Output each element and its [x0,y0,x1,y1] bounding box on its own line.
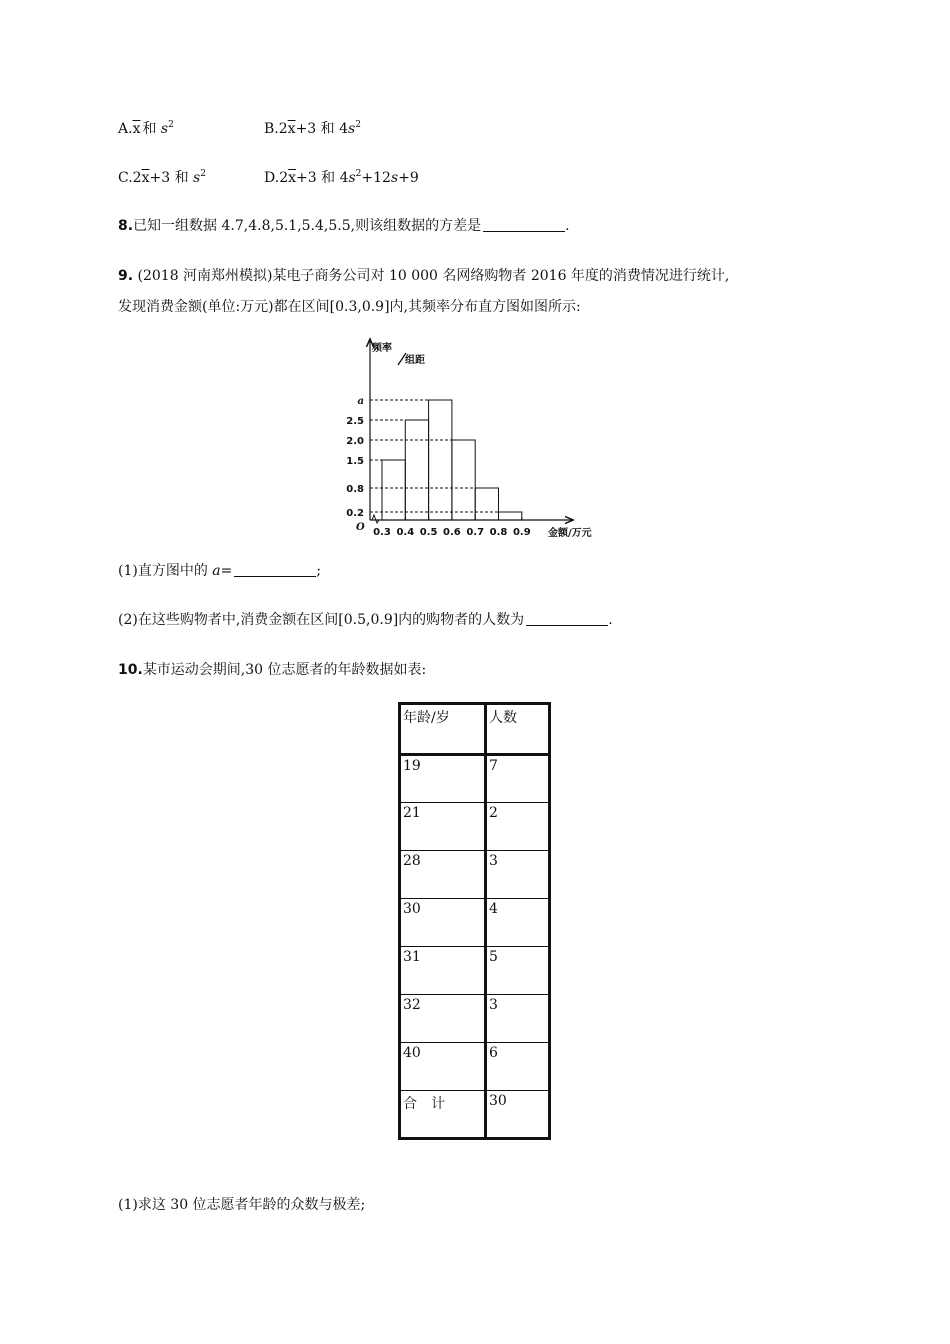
histogram-bar [382,460,405,520]
frequency-histogram [330,332,620,550]
count-cell: 6 [486,1043,550,1091]
age-cell: 31 [400,947,486,995]
histogram-bar [452,440,475,520]
age-cell: 30 [400,899,486,947]
x-tick-label: 0.7 [466,527,485,538]
count-cell: 3 [486,851,550,899]
x-tick-label: 0.5 [419,527,438,538]
x-tick-label: 0.8 [489,527,508,538]
table-row [400,947,550,995]
y-tick-label: 0.2 [346,508,364,519]
age-cell: 40 [400,1043,486,1091]
question-10: 10.某市运动会期间,30 位志愿者的年龄数据如表: [118,662,427,678]
origin-label: O [356,522,365,533]
x-axis-label: 金额/万元 [548,528,592,539]
y-tick-label: 1.5 [346,456,364,467]
count-cell: 7 [486,755,550,803]
y-tick-label: 2.5 [346,416,364,427]
question-8: 8.已知一组数据 4.7,4.8,5.1,5.4,5.5,则该组数据的方差是 . [118,218,570,234]
header-count: 人数 [486,704,550,755]
count-cell: 3 [486,995,550,1043]
total-label-cell: 合 计 [400,1091,486,1139]
histogram-bar [405,420,428,520]
y-tick-label: a [357,396,364,407]
x-tick-label: 0.4 [396,527,415,538]
age-cell: 19 [400,755,486,803]
option-d: $D.2\overline{x}+3$ 和 $4s^2+12s+9$ [264,169,419,186]
age-cell: 32 [400,995,486,1043]
question-9-sub2: (2)在这些购物者中,消费金额在区间[0.5,0.9]内的购物者的人数为 . [118,612,613,628]
option-c: $C.2\overline{x}+3$ 和 $s^2$ [118,169,206,186]
answer-blank-q8[interactable] [483,217,565,232]
total-count-cell: 30 [486,1091,550,1139]
age-data-table [398,702,551,1140]
answer-blank-q9-1[interactable] [234,562,316,577]
table-row [400,899,550,947]
question-10-sub1: (1)求这 30 位志愿者年龄的众数与极差; [118,1197,366,1213]
count-cell: 2 [486,803,550,851]
x-tick-label: 0.9 [512,527,531,538]
header-age: 年龄/岁 [400,704,486,755]
option-b: $B.2\overline{x}+3$ 和 $4s^2$ [264,120,361,137]
table-row [400,995,550,1043]
table-row [400,755,550,803]
table-row [400,1043,550,1091]
table-header-row [400,704,550,755]
histogram-bar [429,400,452,520]
x-tick-label: 0.3 [373,527,391,538]
histogram-bar [475,488,498,520]
y-tick-label: 0.8 [346,484,364,495]
y-axis-label-top: 频率 [372,343,392,354]
histogram-bar [499,512,522,520]
table-total-row [400,1091,550,1139]
question-9-line2: 发现消费金额(单位:万元)都在区间[0.3,0.9]内,其频率分布直方图如图所示: [118,299,581,315]
count-cell: 5 [486,947,550,995]
question-9-sub1: (1)直方图中的 a= ; [118,563,322,579]
count-cell: 4 [486,899,550,947]
y-axis-label-bottom: 组距 [405,355,425,366]
option-a: $A.\overline{x}$ 和 $s^2$ [118,120,174,137]
answer-blank-q9-2[interactable] [526,611,608,626]
age-cell: 28 [400,851,486,899]
table-row [400,851,550,899]
table-row [400,803,550,851]
x-tick-label: 0.6 [443,527,461,538]
age-cell: 21 [400,803,486,851]
axis-break-mark [372,515,379,523]
question-9-line1: 9. (2018 河南郑州模拟)某电子商务公司对 10 000 名网络购物者 2016 年度的消费情况进行统计, [118,268,730,284]
y-tick-label: 2.0 [346,436,364,447]
